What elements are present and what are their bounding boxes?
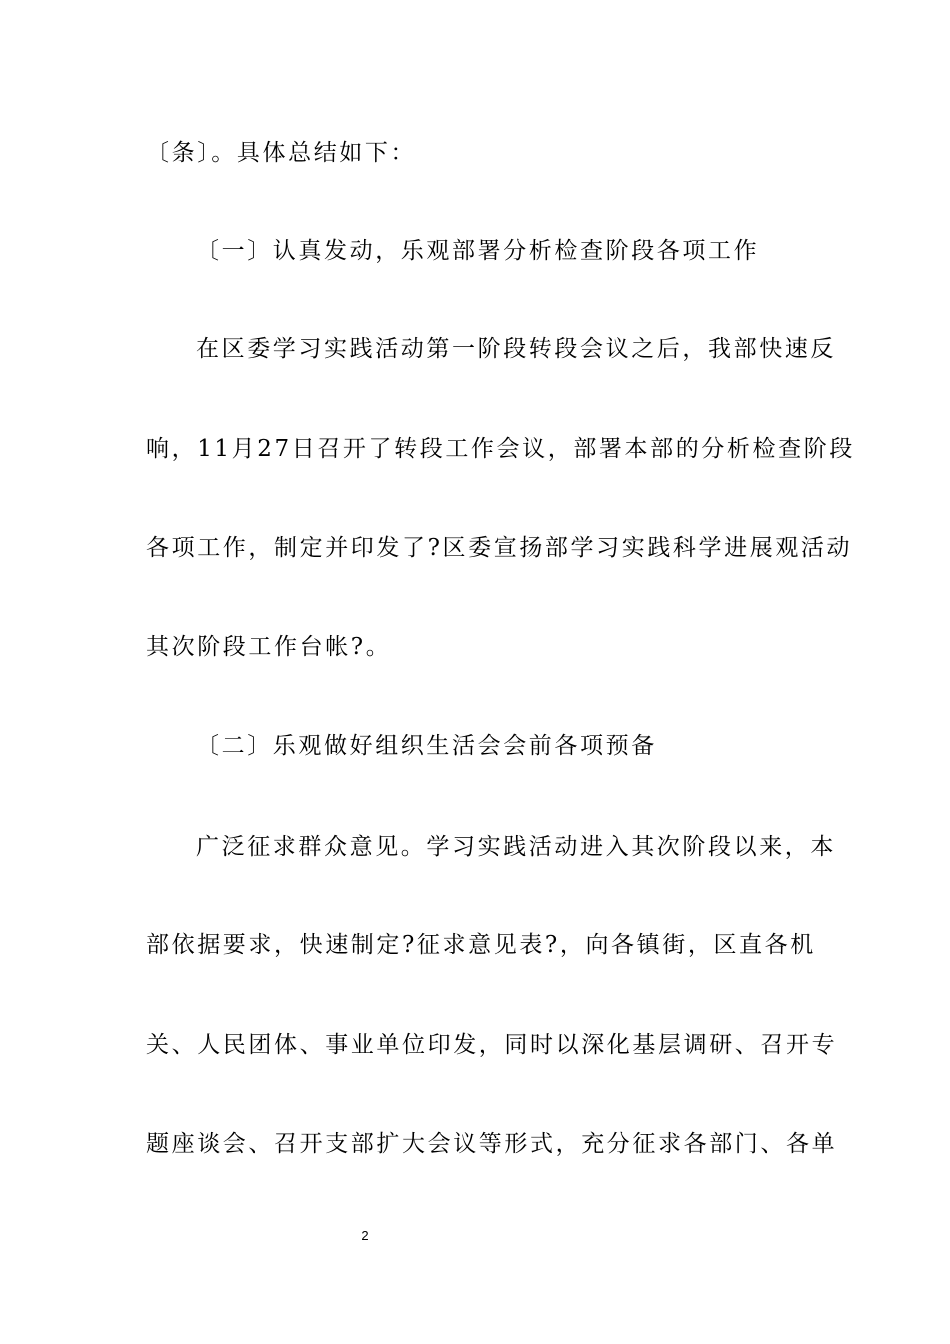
text-line-10: 关、人民团体、事业单位印发，同时以深化基层调研、召开专 (146, 1032, 838, 1058)
text-line-8: 广泛征求群众意见。学习实践活动进入其次阶段以来，本 (196, 834, 836, 860)
text-line-6: 其次阶段工作台帐?。 (146, 634, 392, 660)
page-number: 2 (361, 1228, 369, 1243)
section-heading-2: 〔二〕乐观做好组织生活会会前各项预备 (196, 733, 657, 759)
text-line-4: 响，11月27日召开了转段工作会议，部署本部的分析检查阶段 (146, 436, 855, 462)
text-line-5: 各项工作，制定并印发了?区委宣扬部学习实践科学进展观活动 (146, 535, 853, 561)
text-line-11: 题座谈会、召开支部扩大会议等形式，充分征求各部门、各单 (146, 1131, 838, 1157)
text-line-3: 在区委学习实践活动第一阶段转段会议之后，我部快速反 (196, 336, 836, 362)
text-line-1: 〔条〕。具体总结如下： (146, 140, 417, 166)
section-heading-1: 〔一〕认真发动，乐观部署分析检查阶段各项工作 (196, 238, 760, 264)
text-line-9: 部依据要求，快速制定?征求意见表?，向各镇街，区直各机 (146, 932, 816, 958)
